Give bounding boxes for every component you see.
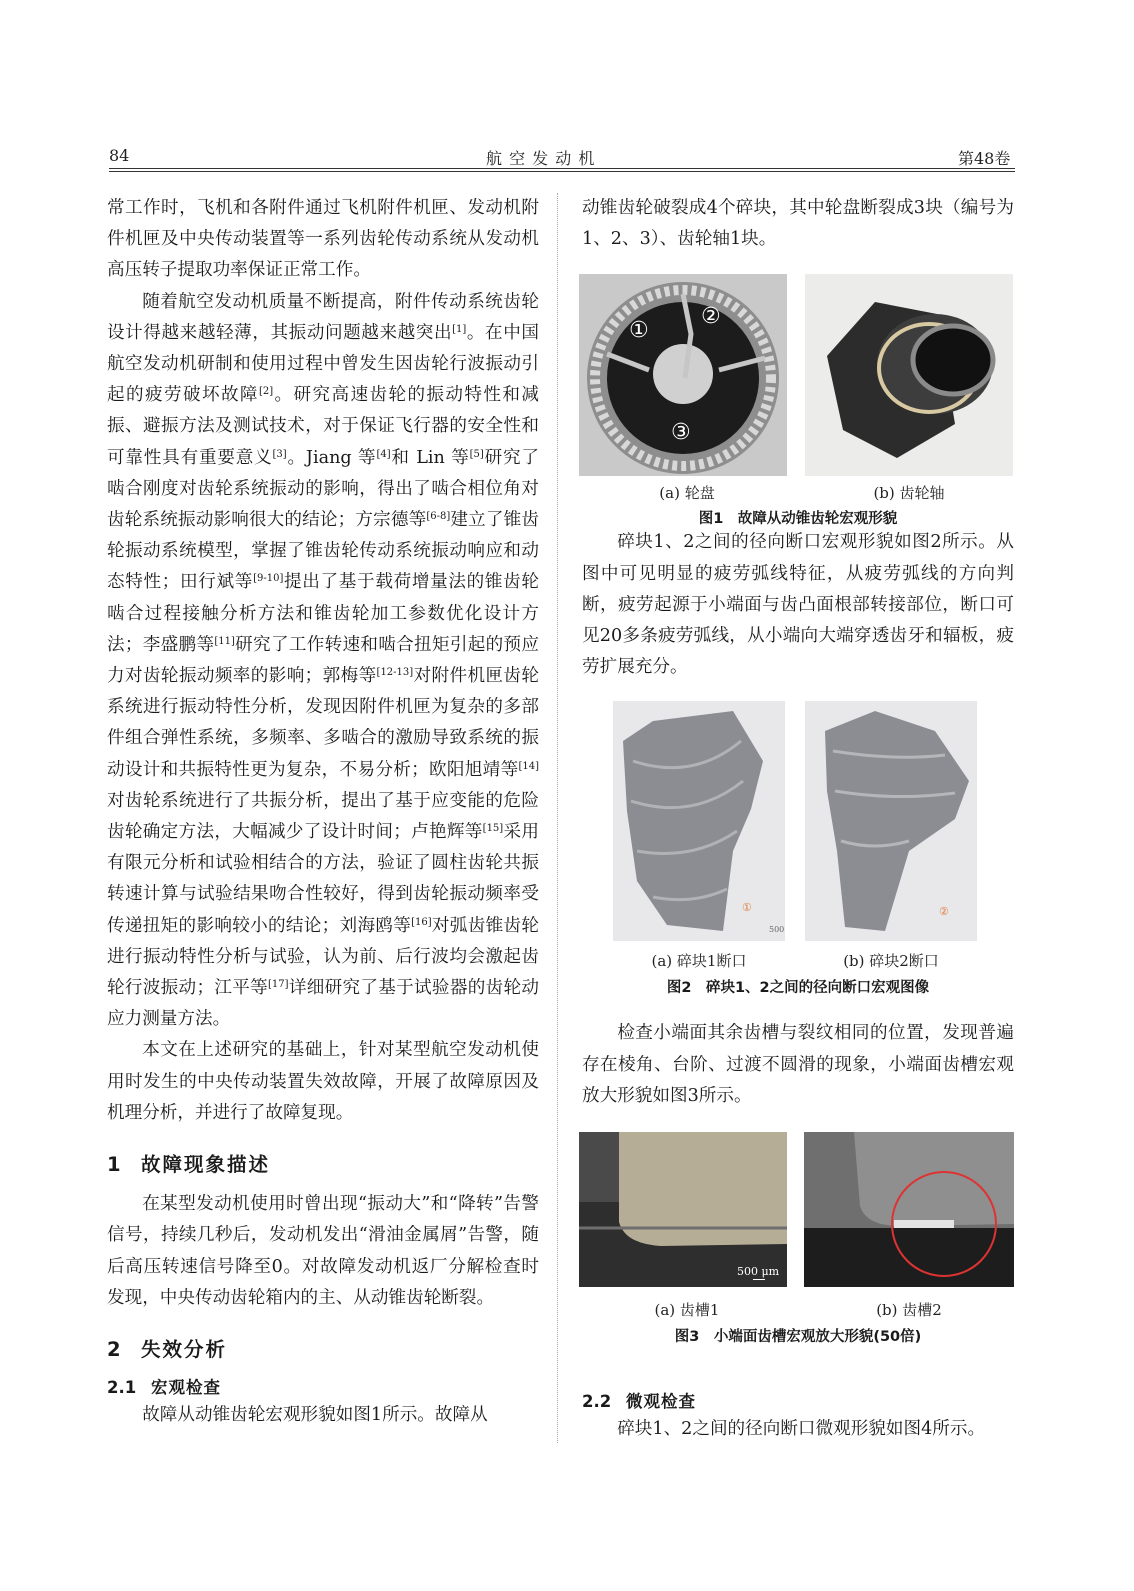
citation: [16] xyxy=(411,916,432,928)
figure-3 xyxy=(582,1112,1014,1376)
citation: [17] xyxy=(268,979,289,991)
fragment-marker: ② xyxy=(939,905,949,919)
scale-bar xyxy=(753,1279,765,1280)
scale-label: 500 xyxy=(769,925,785,935)
citation: [1] xyxy=(452,323,467,335)
citation: [6-8] xyxy=(426,511,451,523)
paragraph: 动锥齿轮破裂成4个碎块，其中轮盘断裂成3块（编号为1、2、3）、齿轮轴1块。 xyxy=(582,198,1014,250)
citation: [9-10] xyxy=(253,573,284,585)
citation: [11] xyxy=(214,635,235,647)
figure-caption: (b) 齿轮轴 xyxy=(873,484,945,503)
figure-2 xyxy=(582,683,1014,1018)
gear-disk-photo xyxy=(579,274,787,476)
figure-caption: (b) 碎块2断口 xyxy=(843,952,939,971)
citation: [4] xyxy=(376,448,391,460)
citation: [2] xyxy=(258,386,274,398)
volume-number: 第48卷 xyxy=(958,149,1011,168)
citation: [14] xyxy=(518,760,539,772)
journal-name: 航 空 发 动 机 xyxy=(486,149,596,168)
fragment-marker: ① xyxy=(629,318,649,344)
scale-bar-label: 500 μm xyxy=(737,1265,780,1279)
tooth-slot-2-photo xyxy=(804,1132,1014,1287)
fragment-marker: ① xyxy=(742,901,752,915)
header-rule-2 xyxy=(109,171,1015,172)
tooth-slot-1-photo xyxy=(579,1132,787,1287)
fracture-1-photo xyxy=(613,701,785,941)
fragment-marker: ③ xyxy=(671,420,691,446)
paragraph: 本文在上述研究的基础上，针对某型航空发动机使用时发生的中央传动装置失效故障，开展了故障原因及机理分析，并进行了故障复现。 xyxy=(107,1040,539,1123)
right-column xyxy=(582,193,1014,1445)
subsection-heading: 2.1 宏观检查 xyxy=(107,1377,221,1397)
header-rule xyxy=(109,168,1015,169)
paragraph: 常工作时，飞机和各附件通过飞机附件机匣、发动机附件机匣及中央传动装置等一系列齿轮传动系统从发动机高压转子提取功率保证正常工作。 xyxy=(107,198,539,281)
figure-caption: (a) 轮盘 xyxy=(659,484,715,503)
citation: [5] xyxy=(469,448,484,460)
figure-title: 图3 小端面齿槽宏观放大形貌(50倍) xyxy=(674,1329,922,1346)
figure-caption: (a) 齿槽1 xyxy=(654,1301,720,1320)
citation: [3] xyxy=(272,448,287,460)
gear-shaft-photo xyxy=(805,274,1013,476)
section-heading: 1 故障现象描述 xyxy=(107,1153,271,1177)
figure-title: 图2 碎块1、2之间的径向断口宏观图像 xyxy=(666,980,930,997)
citation: [12-13] xyxy=(376,667,414,679)
fragment-marker: ② xyxy=(701,304,721,330)
page-number: 84 xyxy=(109,146,130,165)
fracture-2-photo xyxy=(805,701,977,941)
paragraph: 在某型发动机使用时曾出现“振动大”和“降转”告警信号，持续几秒后，发动机发出“滑油金属屑”告警，随后高压转速信号降至0。对故障发动机返厂分解检查时发现，中央传动齿轮箱内的主、从动锥齿轮断裂。 xyxy=(107,1194,539,1308)
literature-review-paragraph: 随着航空发动机质量不断提高，附件传动系统齿轮设计得越来越轻薄，其振动问题越来越突出[1]。在中国航空发动机研制和使用过程中曾发生因齿轮行波振动引起的疲劳破坏故障[2]。研究高速齿轮的振动特性和减振、避振方法及测试技术，对于保证飞行器的安全性和可靠性具有重要意义[3]。Jiang 等[4]和 Lin 等[5]研究了啮合刚度对齿轮系统振动的影响，得出了啮合相位角对齿轮系统振动影响很大的结论；方宗德等[6-8]建立了锥齿轮振动系统模型，掌握了锥齿轮传动系统振动响应和动态特性；田行斌等[9-10]提出了基于载荷增量法的锥齿轮啮合过程接触分析方法和锥齿轮加工参数优化设计方法；李盛鹏等[11]研究了工作转速和啮合扭矩引起的预应力对齿轮振动频率的影响；郭梅等[12-13]对附件机匣齿轮系统进行振动特性分析，发现因附件机匣为复杂的多部件组合弹性系统，多频率、多啮合的激励导致系统的振动设计和共振特性更为复杂，不易分析；欧阳旭靖等[14]对齿轮系统进行了共振分析，提出了基于应变能的危险齿轮确定方法，大幅减少了设计时间；卢艳辉等[15]采用有限元分析和试验相结合的方法，验证了圆柱齿轮共振转速计算与试验结果吻合性较好，得到齿轮振动频率受传递扭矩的影响较小的结论；刘海鸥等[16]对弧齿锥齿轮进行振动特性分析与试验，认为前、后行波均会激起齿轮行波振动；江平等[17]详细研究了基于试验器的齿轮动应力测量方法。 xyxy=(107,291,539,1030)
figure-1 xyxy=(582,255,1014,527)
figure-caption: (a) 碎块1断口 xyxy=(651,952,747,971)
paragraph: 碎块1、2之间的径向断口微观形貌如图4所示。 xyxy=(617,1419,986,1440)
paragraph: 检查小端面其余齿槽与裂纹相同的位置，发现普遍存在棱角、台阶、过渡不圆滑的现象，小端面齿槽宏观放大形貌如图3所示。 xyxy=(582,1023,1014,1106)
left-column xyxy=(107,193,539,1431)
section-heading: 2 失效分析 xyxy=(107,1337,228,1361)
paragraph: 故障从动锥齿轮宏观形貌如图1所示。故障从 xyxy=(142,1404,488,1425)
column-divider xyxy=(557,193,558,1443)
paragraph: 碎块1、2之间的径向断口宏观形貌如图2所示。从图中可见明显的疲劳弧线特征，从疲劳弧线的方向判断，疲劳起源于小端面与齿凸面根部转接部位，断口可见20多条疲劳弧线，从小端向大端穿透齿牙和辐板，疲劳扩展充分。 xyxy=(582,532,1014,678)
citation: [15] xyxy=(482,823,504,835)
figure-caption: (b) 齿槽2 xyxy=(876,1301,942,1320)
subsection-heading: 2.2 微观检查 xyxy=(582,1392,696,1412)
figure-title: 图1 故障从动锥齿轮宏观形貌 xyxy=(698,511,898,528)
